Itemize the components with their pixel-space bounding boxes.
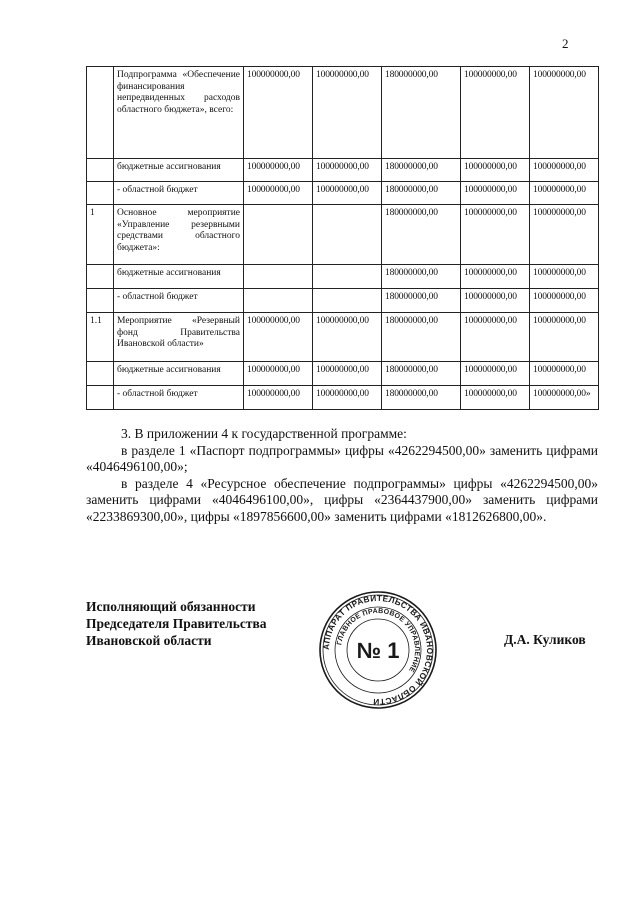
amendment-text: [86, 426, 598, 526]
value-cell: 100000000,00: [313, 67, 382, 159]
table-row: [87, 205, 599, 265]
value-cell: 100000000,00: [530, 313, 599, 362]
value-cell: 100000000,00: [244, 362, 313, 386]
value-cell: 180000000,00: [382, 313, 461, 362]
value-cell: 180000000,00: [382, 182, 461, 205]
paragraph: в разделе 4 «Ресурсное обеспечение подпрограммы» цифры «4262294500,00» заменить цифрами «4046496100,00», цифры «2364437900,00» заменить цифрами «2233869300,00», цифры «1897856600,00» заменить цифрами «1812626800,00».: [86, 475, 598, 524]
stamp-inner-text: ГЛАВНОЕ ПРАВОВОЕ УПРАВЛЕНИЕ: [336, 607, 421, 674]
value-cell: 180000000,00: [382, 265, 461, 289]
row-number-cell: [87, 265, 114, 289]
value-cell: 100000000,00: [244, 159, 313, 182]
value-cell: 100000000,00: [530, 182, 599, 205]
value-cell: 100000000,00: [461, 386, 530, 410]
value-cell: 100000000,00: [530, 205, 599, 265]
row-number-cell: [87, 289, 114, 313]
signer-title: [86, 598, 267, 649]
row-number-cell: [87, 67, 114, 159]
value-cell: 180000000,00: [382, 159, 461, 182]
budget-table: [86, 66, 599, 410]
value-cell: 180000000,00: [382, 205, 461, 265]
row-number-cell: 1.1: [87, 313, 114, 362]
row-name-cell: - областной бюджет: [114, 182, 244, 205]
value-cell: 100000000,00: [461, 159, 530, 182]
value-cell: 100000000,00: [461, 67, 530, 159]
signer-line: Ивановской области: [86, 633, 212, 648]
row-number-cell: 1: [87, 205, 114, 265]
value-cell: 180000000,00: [382, 67, 461, 159]
value-cell: 180000000,00: [382, 386, 461, 410]
value-cell: [313, 289, 382, 313]
value-cell: 100000000,00: [530, 362, 599, 386]
value-cell: 100000000,00: [461, 313, 530, 362]
row-name-cell: - областной бюджет: [114, 289, 244, 313]
signer-name: Д.А. Куликов: [504, 632, 586, 647]
value-cell: [313, 205, 382, 265]
row-number-cell: [87, 159, 114, 182]
table-row: [87, 182, 599, 205]
table-row: [87, 362, 599, 386]
value-cell: 100000000,00: [461, 362, 530, 386]
table-row: [87, 67, 599, 159]
value-cell: 100000000,00: [530, 289, 599, 313]
value-cell: 100000000,00: [530, 159, 599, 182]
value-cell: 100000000,00: [530, 67, 599, 159]
table-row: [87, 313, 599, 362]
official-stamp: [318, 590, 438, 710]
table-row: [87, 159, 599, 182]
row-name-cell: Подпрограмма «Обеспечение финансирования непредвиденных расходов областного бюджета», всего:: [114, 67, 244, 159]
paragraph: 3. В приложении 4 к государственной программе:: [121, 426, 407, 441]
value-cell: [244, 289, 313, 313]
value-cell: 100000000,00: [461, 289, 530, 313]
value-cell: 100000000,00: [244, 67, 313, 159]
stamp-ring-text: АППАРАТ ПРАВИТЕЛЬСТВА ИВАНОВСКОЙ ОБЛАСТИ: [320, 592, 436, 708]
stamp-number: № 1: [356, 638, 400, 663]
row-number-cell: [87, 386, 114, 410]
row-name-cell: Основное мероприятие «Управление резервными средствами областного бюджета»:: [114, 205, 244, 265]
row-name-cell: бюджетные ассигнования: [114, 362, 244, 386]
value-cell: 100000000,00: [530, 265, 599, 289]
row-name-cell: - областной бюджет: [114, 386, 244, 410]
value-cell: 100000000,00: [313, 362, 382, 386]
value-cell: 100000000,00: [313, 386, 382, 410]
value-cell: [313, 265, 382, 289]
value-cell: 100000000,00: [313, 313, 382, 362]
table-row: [87, 386, 599, 410]
value-cell: 100000000,00: [244, 386, 313, 410]
paragraph: в разделе 1 «Паспорт подпрограммы» цифры «4262294500,00» заменить цифрами «4046496100,00»;: [86, 442, 598, 475]
value-cell: 100000000,00: [461, 182, 530, 205]
signer-line: Председателя Правительства: [86, 616, 267, 631]
value-cell: 100000000,00: [461, 205, 530, 265]
row-name-cell: Мероприятие «Резервный фонд Правительства Ивановской области»: [114, 313, 244, 362]
value-cell: [244, 265, 313, 289]
value-cell: [244, 205, 313, 265]
table-row: [87, 265, 599, 289]
row-number-cell: [87, 182, 114, 205]
value-cell: 100000000,00: [244, 313, 313, 362]
value-cell: 100000000,00»: [530, 386, 599, 410]
row-name-cell: бюджетные ассигнования: [114, 159, 244, 182]
page-number: 2: [562, 36, 569, 51]
value-cell: 100000000,00: [461, 265, 530, 289]
value-cell: 100000000,00: [313, 159, 382, 182]
row-number-cell: [87, 362, 114, 386]
value-cell: 180000000,00: [382, 362, 461, 386]
table-row: [87, 289, 599, 313]
signer-line: Исполняющий обязанности: [86, 599, 256, 614]
value-cell: 100000000,00: [313, 182, 382, 205]
value-cell: 180000000,00: [382, 289, 461, 313]
row-name-cell: бюджетные ассигнования: [114, 265, 244, 289]
value-cell: 100000000,00: [244, 182, 313, 205]
